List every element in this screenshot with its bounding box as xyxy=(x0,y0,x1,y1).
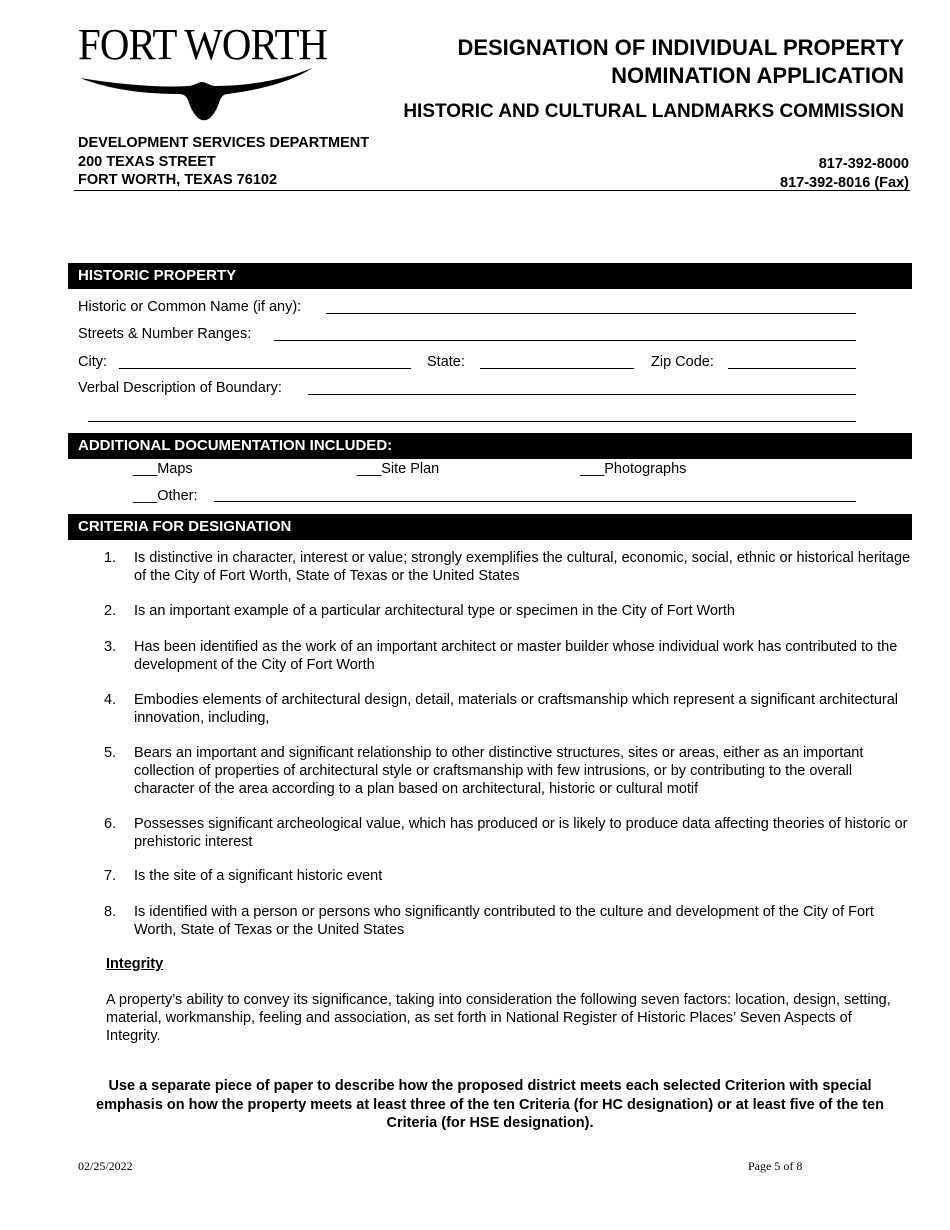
integrity-text: A property’s ability to convey its significance, taking into consideration the following seven factors: location, design, setting, material, workmanship, feeling and association, as set forth in National Register of Historic Places’ Seven Aspects of Integrity. xyxy=(106,992,891,1044)
maps-checkline[interactable]: ___Maps xyxy=(133,461,193,477)
footer-date: 02/25/2022 xyxy=(78,1159,133,1173)
boundary-field-continued[interactable] xyxy=(88,421,856,422)
footer-page-number: Page 5 of 8 xyxy=(748,1159,803,1173)
integrity-heading: Integrity xyxy=(106,956,164,972)
photographs-checkline[interactable]: ___Photographs xyxy=(580,461,687,477)
site-plan-checkline[interactable]: ___Site Plan xyxy=(357,461,440,477)
commission-title: HISTORIC AND CULTURAL LANDMARKS COMMISSION xyxy=(403,101,904,122)
section-historic-property: HISTORIC PROPERTY xyxy=(68,263,912,289)
longhorn-icon xyxy=(78,64,314,122)
header-divider xyxy=(74,190,910,191)
historic-name-label: Historic or Common Name (if any): xyxy=(78,299,302,315)
instructions-note: Use a separate piece of paper to describe how the proposed district meets each selected Criterion with special emphasis on how the property meets at least three of the ten Criteria (for HC designation) or at least five of the ten Criteria (for HSE designation). xyxy=(96,1078,884,1131)
state-label: State: xyxy=(427,354,465,370)
boundary-label: Verbal Description of Boundary: xyxy=(78,380,282,396)
section-criteria: CRITERIA FOR DESIGNATION xyxy=(68,514,912,540)
streets-field[interactable] xyxy=(274,340,856,341)
state-field[interactable] xyxy=(480,368,634,369)
city-field[interactable] xyxy=(119,368,411,369)
fort-worth-logo xyxy=(78,20,328,122)
historic-name-field[interactable] xyxy=(326,313,856,314)
contact-phones: 817-392-8000 817-392-8016 (Fax) xyxy=(780,156,909,191)
form-title: DESIGNATION OF INDIVIDUAL PROPERTY NOMINATION APPLICATION xyxy=(457,35,904,88)
zip-label: Zip Code: xyxy=(651,354,714,370)
streets-label: Streets & Number Ranges: xyxy=(78,326,252,342)
other-checkline[interactable]: ___Other: xyxy=(133,488,198,504)
boundary-field[interactable] xyxy=(308,394,856,395)
city-label: City: xyxy=(78,354,107,370)
department-address: DEVELOPMENT SERVICES DEPARTMENT 200 TEXAS STREET FORT WORTH, TEXAS 76102 xyxy=(78,135,370,188)
other-field[interactable] xyxy=(214,501,856,502)
logo-text: FORT WORTH xyxy=(78,20,328,69)
section-additional-documentation: ADDITIONAL DOCUMENTATION INCLUDED: xyxy=(68,433,912,459)
zip-field[interactable] xyxy=(728,368,856,369)
